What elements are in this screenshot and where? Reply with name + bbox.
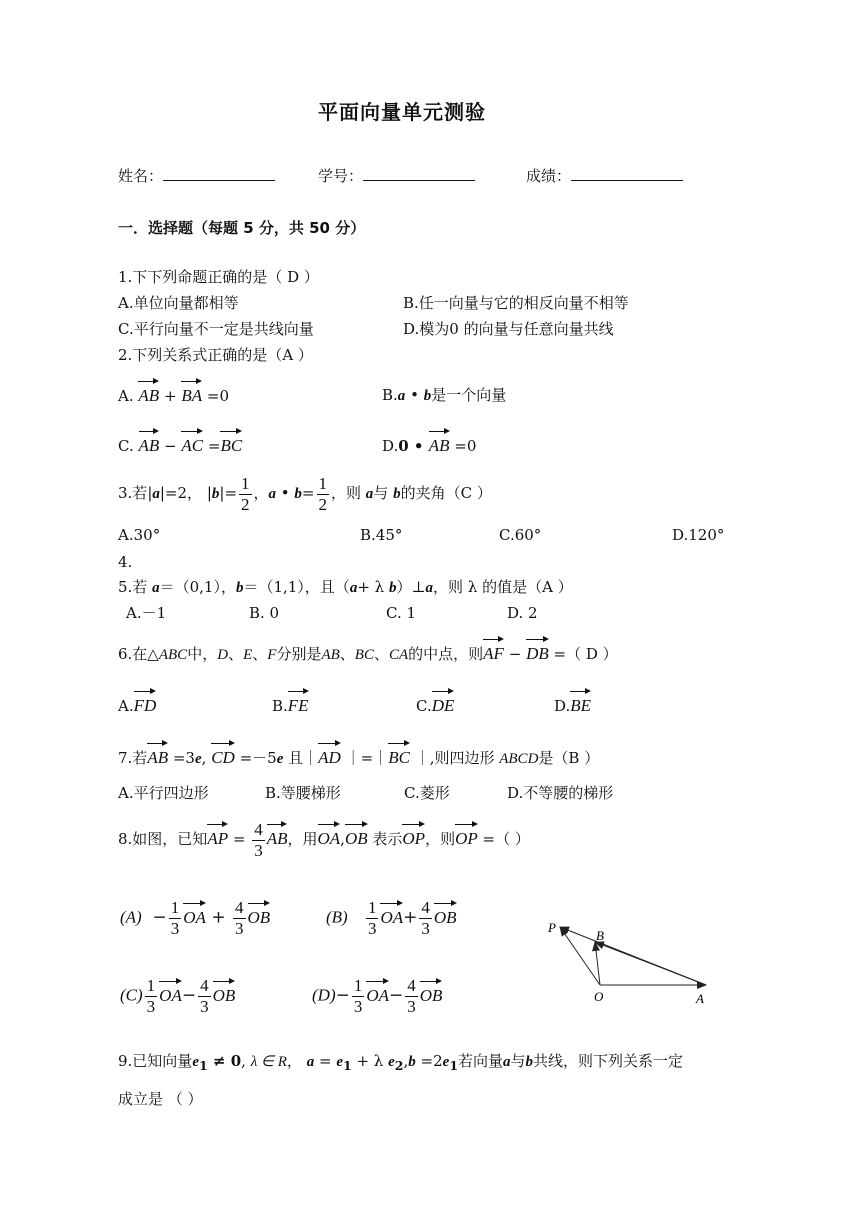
vector-ob: OB [420,978,443,1006]
option-label: A. [118,697,134,715]
vector-b: b [388,580,397,596]
vector-e: e [442,1054,450,1070]
q8-stem [118,820,530,860]
segment-op [560,927,600,985]
score-field [526,166,683,185]
q7-option-c: C.菱形 [404,784,450,802]
fraction [145,976,158,1016]
numerator: 4 [235,898,244,917]
label-a: A [696,991,704,1006]
q2-option-a [118,378,229,406]
numerator: 1 [170,898,180,917]
subscript: 1 [449,1058,459,1073]
vector-a: a [397,388,406,404]
denominator: 3 [353,996,363,1016]
q5-stem [118,578,573,597]
denominator: 3 [421,918,430,938]
text: ｜=｜ [340,749,389,767]
fraction [198,976,211,1016]
fraction [233,898,246,938]
dot-operator: • [405,386,424,404]
text: =－5 [234,749,277,767]
vector-op: OP [455,821,478,849]
q9-line2: 成立是 （ ） [118,1090,203,1108]
vector-cd: CD [211,740,235,768]
option-label: C. [416,697,432,715]
segment-ab [595,942,706,985]
text: ，则 λ 的值是（A ） [433,578,573,596]
vector-b: b [423,388,432,404]
q6-option-c [416,688,454,716]
vector-be: BE [570,688,591,716]
point-e: E [243,647,253,663]
text: 8.如图，已知 [118,830,208,849]
numerator: 1 [146,976,156,995]
vector-a: a [425,580,434,596]
q6-stem [118,636,618,664]
label-o: O [594,989,604,1004]
q2-option-d [382,428,476,456]
denominator: 3 [367,918,377,938]
text: ｜,则四边形 [409,749,500,767]
text: = [314,1052,337,1070]
segment-bc: BC [354,647,374,663]
fraction [317,474,330,514]
option-label: D. [382,437,399,455]
text: ，用 [287,830,318,849]
vector-de: DE [432,688,455,716]
denominator: 3 [407,996,416,1016]
vector-oa: OA [366,978,389,1006]
option-label: C. [118,437,134,455]
vector-b: b [235,580,244,596]
denominator: 3 [254,840,263,860]
lambda-condition: λ ∈ R [250,1054,287,1070]
option-label: (D) [312,985,336,1005]
vector-op: OP [402,821,425,849]
abs-bar: | [206,484,212,503]
fraction [405,976,418,1016]
fraction [352,976,365,1016]
text: , [403,1052,409,1070]
denominator: 2 [318,494,327,514]
vector-b: b [393,486,401,503]
q5-option-b: B. 0 [249,604,280,622]
point-d: D [217,647,229,663]
vector-ab: AB [138,378,159,406]
vector-bc: BC [388,740,410,768]
text: ， [253,484,269,503]
zero-vector: 0 • [398,437,429,455]
equals-zero: =0 [206,387,229,405]
vector-fd: FD [134,688,157,716]
q5-option-d: D. 2 [507,604,538,622]
page-title: 平面向量单元测验 [318,100,486,124]
vector-a: a [349,580,358,596]
name-blank[interactable] [163,166,275,181]
vector-ob: OB [434,900,457,928]
q6-option-b [272,688,309,716]
q1-option-a: A.单位向量都相等 [118,294,239,312]
q1-option-c: C.平行向量不一定是共线向量 [118,320,314,338]
denominator: 3 [146,996,156,1016]
text: 表示 [367,830,403,849]
minus-sign: − [503,645,527,663]
vector-e: e [336,1054,343,1070]
text: 的中点，则 [408,645,484,663]
q3-stem [118,474,492,514]
text: 、 [228,645,244,663]
text: 与 [373,484,389,503]
text: ，则 [331,484,362,503]
vector-figure [540,915,720,1010]
score-blank[interactable] [571,166,683,181]
text: + λ [351,1052,389,1070]
numerator: 1 [241,474,250,493]
option-label: D. [554,697,571,715]
vector-fe: FE [288,688,309,716]
q7-option-d: D.不等腰的梯形 [507,784,614,802]
vector-bc: BC [220,428,242,456]
vector-a: a [268,486,277,503]
q3-option-c: C.60° [499,526,542,544]
vector-e: e [276,751,284,767]
vector-b: b [525,1054,534,1070]
vector-a: a [503,1054,511,1070]
fraction [366,898,379,938]
id-label: 学号： [318,167,364,185]
numerator: 1 [353,976,363,995]
q1-option-b: B.任一向量与它的相反向量不相等 [403,294,629,312]
q7-stem [118,740,599,768]
minus-sign: − [335,985,350,1006]
numerator: 4 [200,976,209,995]
q6-option-a [118,688,156,716]
text: =3 [168,749,195,767]
vector-ab: AB [429,428,450,456]
text: 分别是 [276,645,322,663]
text: 与 [510,1052,526,1070]
text: ）⊥ [396,578,426,596]
text: ＝（0,1）， [159,578,236,596]
subscript: 1 [198,1058,208,1073]
triangle-name: ABC [158,647,188,663]
text: 中， [187,645,218,663]
text: 、 [339,645,355,663]
vector-a: a [152,486,160,503]
vector-b: b [294,486,302,503]
text: 若向量 [458,1052,504,1070]
option-label: (A) [120,907,142,927]
vector-a: a [365,486,374,503]
text: |=2， [159,484,203,503]
option-label: (B) [326,907,348,927]
vector-ab: AB [267,821,288,849]
id-blank[interactable] [363,166,475,181]
fraction [252,820,265,860]
q8-option-b [326,898,457,938]
score-label: 成绩： [526,167,572,185]
text: , [201,749,212,767]
vector-ob: OB [213,978,236,1006]
option-label: (C) [120,985,143,1005]
vector-ba: BA [181,378,202,406]
text: 的夹角（C ） [400,484,492,503]
name-label: 姓名： [118,167,164,185]
vector-ad: AD [318,740,341,768]
vector-af: AF [483,636,504,664]
segment-ab: AB [321,647,340,663]
option-label: B. [382,386,398,404]
q6-option-d [554,688,591,716]
numerator: 1 [318,474,327,493]
denominator: 3 [170,918,180,938]
equals-sign: = [203,437,221,455]
numerator: 4 [407,976,416,995]
q2-option-c [118,428,242,456]
vector-ob: OB [248,900,271,928]
text: 、 [252,645,268,663]
numerator: 1 [367,898,377,917]
q3-option-a: A.30° [118,526,161,544]
q4-stem: 4. [118,553,133,571]
vector-oa: OA [318,821,341,849]
denominator: 3 [200,996,209,1016]
text: + λ [357,578,389,596]
plus-sign: + [403,907,418,928]
vector-a: a [152,580,160,596]
text: =（ ） [477,830,530,849]
minus-sign: − [152,907,167,928]
vector-ab: AB [147,740,168,768]
q7-option-b: B.等腰梯形 [265,784,341,802]
vector-oa: OA [159,978,182,1006]
quadrilateral-name: ABCD [499,751,539,767]
vector-b: b [408,1054,416,1070]
vector-db: DB [526,636,549,664]
q1-option-d: D.模为0 的向量与任意向量共线 [403,320,614,338]
equals-zero: =0 [449,437,477,455]
q8-option-c [120,976,235,1016]
text: 5.若 [118,578,148,596]
vector-e: e [192,1054,199,1070]
minus-sign: − [389,985,404,1006]
numerator: 4 [254,820,263,839]
dot-operator: • [276,484,295,503]
abs-bar: | [147,484,153,503]
text: 9.已知向量 [118,1052,193,1070]
text: ， [286,1052,302,1070]
numerator: 4 [421,898,430,917]
minus-sign: − [181,985,197,1006]
vector-b: b [211,486,220,503]
text: ，则 [425,830,456,849]
fraction [239,474,252,514]
vector-oa: OA [380,900,403,928]
name-field [118,166,275,185]
label-b: B [596,928,604,943]
vector-e: e [388,1054,395,1070]
text: 是（B ） [538,749,600,767]
vector-oa: OA [183,900,206,928]
text: ＝（1,1），且（ [243,578,350,596]
q9-stem [118,1052,683,1073]
plus-sign: + [211,907,226,928]
text: , [241,1052,251,1070]
equals-sign: = [228,830,251,849]
q2-stem: 2.下列关系式正确的是（A ） [118,346,313,364]
text: =2 [415,1052,443,1070]
minus-sign: − [159,437,182,455]
subscript: 2 [394,1058,404,1073]
vector-ab: AB [139,428,160,456]
segment-ca: CA [388,647,409,663]
q5-option-a: A.－1 [126,604,167,622]
q5-option-c: C. 1 [386,604,417,622]
vector-ob: OB [345,821,368,849]
vector-ap: AP [207,821,228,849]
vector-e: e [194,751,202,767]
option-label: B. [272,697,288,715]
q8-option-d [312,976,442,1016]
text: 6.在△ [118,645,159,663]
q7-option-a: A.平行四边形 [118,784,209,802]
vector-ac: AC [181,428,203,456]
equals-sign: = [301,484,315,503]
option-label: A. [118,387,134,405]
q8-option-a [120,898,270,938]
q3-option-b: B.45° [360,526,403,544]
q3-option-d: D.120° [672,526,725,544]
id-field [318,166,475,185]
text: 、 [373,645,389,663]
denominator: 2 [241,494,250,514]
text: 3.若 [118,484,148,503]
q2-option-b [382,386,506,405]
subscript: 1 [343,1058,352,1073]
text: 7.若 [118,749,148,767]
label-p: P [548,920,556,935]
text: 且｜ [283,749,319,767]
denominator: 3 [235,918,244,938]
q1-stem: 1.下下列命题正确的是（ D ） [118,268,319,286]
plus-sign: + [163,387,177,405]
fraction [169,898,182,938]
vector-a: a [306,1054,315,1070]
text: 共线，则下列关系一定 [533,1052,684,1070]
option-text: 是一个向量 [431,386,507,404]
section-heading: 一．选择题（每题 5 分，共 50 分） [118,219,366,237]
text: =（ D ） [548,645,618,663]
text: , [340,830,345,849]
point-f: F [267,647,277,663]
text: ≠ 0 [207,1052,242,1070]
fraction [419,898,432,938]
abs-bar: |= [219,484,238,503]
